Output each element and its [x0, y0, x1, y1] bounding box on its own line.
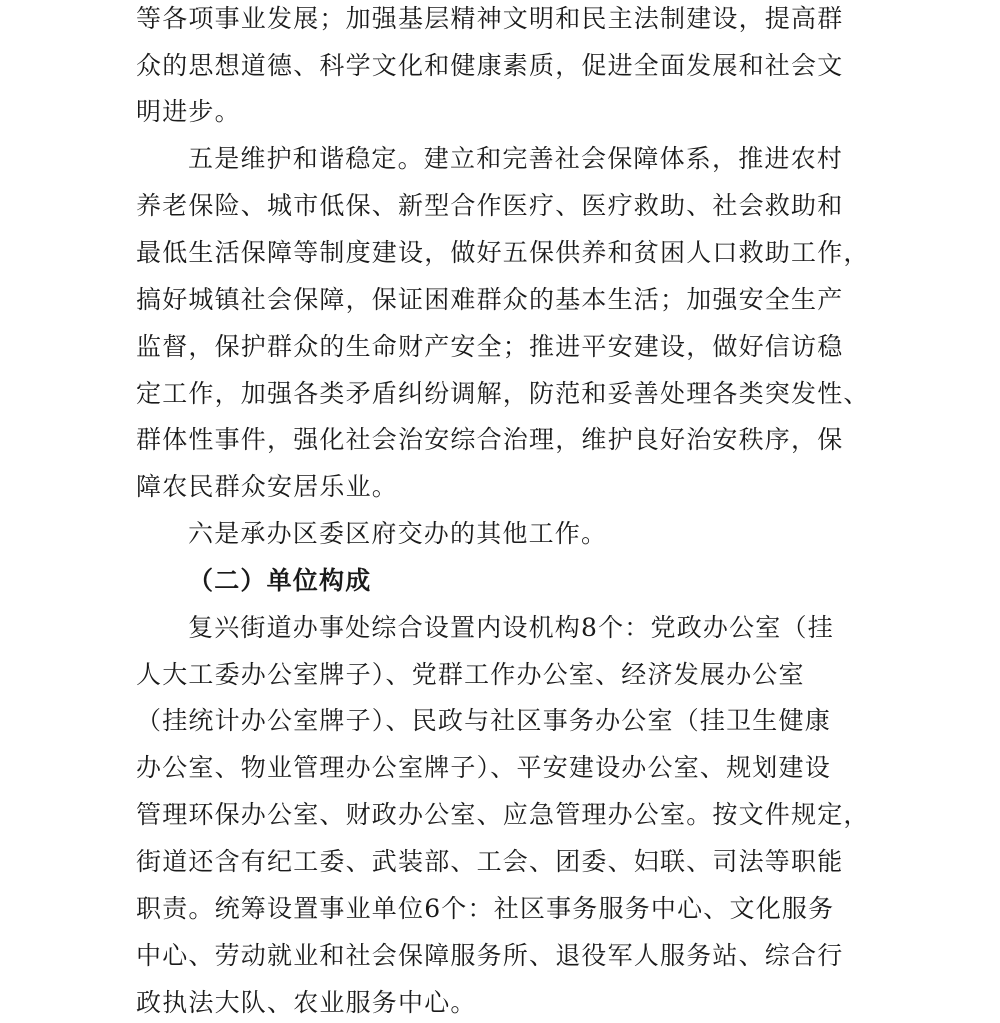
text-line: 等各项事业发展；加强基层精神文明和民主法制建设，提高群: [136, 4, 844, 33]
text-line: 明进步。: [136, 97, 241, 126]
paragraph-start-line: 六是承办区委区府交办的其他工作。: [188, 519, 608, 548]
text-line: （挂统计办公室牌子）、民政与社区事务办公室（挂卫生健康: [136, 706, 831, 735]
text-line: 管理环保办公室、财政办公室、应急管理办公室。按文件规定，: [136, 800, 870, 829]
paragraph-start-line: 五是维护和谐稳定。建立和完善社会保障体系，推进农村: [188, 144, 844, 173]
text-line: 障农民群众安居乐业。: [136, 472, 399, 501]
text-line: 人大工委办公室牌子）、党群工作办公室、经济发展办公室: [136, 660, 805, 689]
text-line: 养老保险、城市低保、新型合作医疗、医疗救助、社会救助和: [136, 191, 844, 220]
text-line: 办公室、物业管理办公室牌子）、平安建设办公室、规划建设: [136, 753, 831, 782]
text-line: 搞好城镇社会保障，保证困难群众的基本生活；加强安全生产: [136, 285, 844, 314]
text-line: 群体性事件，强化社会治安综合治理，维护良好治安秩序，保: [136, 425, 844, 454]
text-line: 众的思想道德、科学文化和健康素质，促进全面发展和社会文: [136, 51, 844, 80]
text-line: 政执法大队、农业服务中心。: [136, 988, 477, 1017]
text-line: 监督，保护群众的生命财产安全；推进平安建设，做好信访稳: [136, 332, 844, 361]
section-heading: （二）单位构成: [188, 566, 372, 595]
text-line: 最低生活保障等制度建设，做好五保供养和贫困人口救助工作，: [136, 238, 870, 267]
text-line: 街道还含有纪工委、武装部、工会、团委、妇联、司法等职能: [136, 847, 844, 876]
paragraph-start-line: 复兴街道办事处综合设置内设机构8个：党政办公室（挂: [188, 613, 834, 642]
text-line: 中心、劳动就业和社会保障服务所、退役军人服务站、综合行: [136, 941, 844, 970]
text-line: 职责。统筹设置事业单位6个：社区事务服务中心、文化服务: [136, 894, 835, 923]
text-line: 定工作，加强各类矛盾纠纷调解，防范和妥善处理各类突发性、: [136, 379, 870, 408]
